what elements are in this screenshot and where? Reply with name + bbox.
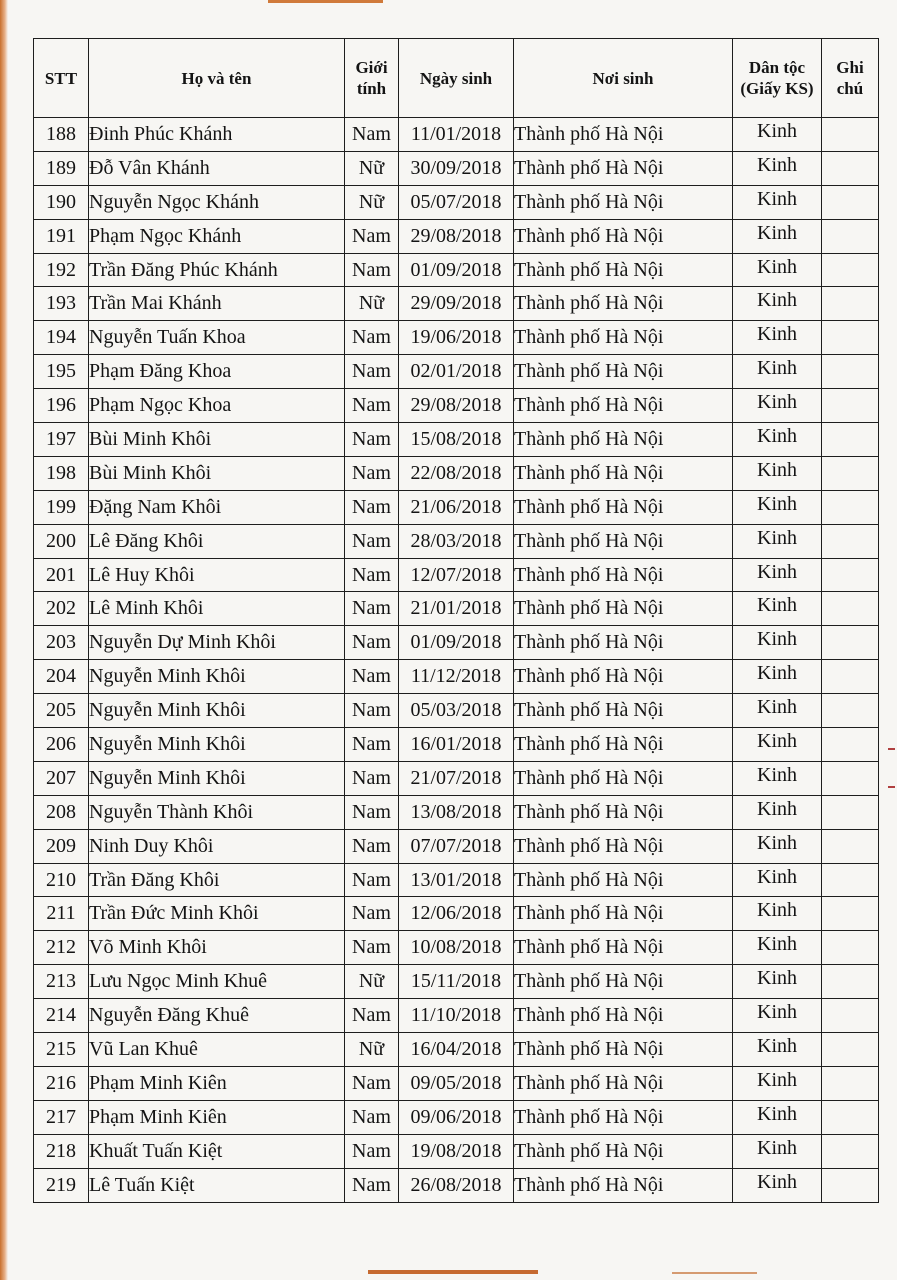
row-sex: Nam (345, 524, 399, 558)
row-name: Lê Tuấn Kiệt (89, 1168, 345, 1202)
row-dob: 15/08/2018 (399, 423, 514, 457)
table-row (34, 728, 879, 762)
table-row (34, 118, 879, 152)
row-dob: 29/08/2018 (399, 219, 514, 253)
row-dob: 10/08/2018 (399, 931, 514, 965)
row-place: Thành phố Hà Nội (514, 389, 733, 423)
table-row (34, 558, 879, 592)
row-place: Thành phố Hà Nội (514, 1033, 733, 1067)
row-ethnicity: Kinh (733, 829, 822, 863)
row-stt: 205 (34, 694, 89, 728)
row-ethnicity: Kinh (733, 558, 822, 592)
row-ethnicity: Kinh (733, 118, 822, 152)
row-sex: Nam (345, 931, 399, 965)
row-stt: 212 (34, 931, 89, 965)
row-place: Thành phố Hà Nội (514, 694, 733, 728)
row-dob: 01/09/2018 (399, 626, 514, 660)
row-name: Nguyễn Ngọc Khánh (89, 185, 345, 219)
row-ethnicity: Kinh (733, 321, 822, 355)
table-row (34, 456, 879, 490)
row-ethnicity: Kinh (733, 1134, 822, 1168)
row-place: Thành phố Hà Nội (514, 795, 733, 829)
row-dob: 15/11/2018 (399, 965, 514, 999)
row-name: Nguyễn Thành Khôi (89, 795, 345, 829)
row-stt: 200 (34, 524, 89, 558)
row-place: Thành phố Hà Nội (514, 423, 733, 457)
row-ethnicity: Kinh (733, 253, 822, 287)
header-dob: Ngày sinh (399, 39, 514, 118)
row-dob: 29/08/2018 (399, 389, 514, 423)
row-name: Nguyễn Tuấn Khoa (89, 321, 345, 355)
page-edge-shadow (0, 0, 8, 1280)
row-note (822, 965, 879, 999)
row-sex: Nữ (345, 287, 399, 321)
student-roster-table (33, 38, 879, 1203)
row-place: Thành phố Hà Nội (514, 999, 733, 1033)
row-dob: 21/01/2018 (399, 592, 514, 626)
row-note (822, 490, 879, 524)
row-ethnicity: Kinh (733, 863, 822, 897)
row-ethnicity: Kinh (733, 1100, 822, 1134)
table-row (34, 761, 879, 795)
row-dob: 07/07/2018 (399, 829, 514, 863)
row-dob: 29/09/2018 (399, 287, 514, 321)
row-sex: Nam (345, 626, 399, 660)
row-dob: 11/01/2018 (399, 118, 514, 152)
row-stt: 209 (34, 829, 89, 863)
row-stt: 196 (34, 389, 89, 423)
table-row (34, 931, 879, 965)
row-sex: Nam (345, 558, 399, 592)
row-note (822, 1168, 879, 1202)
row-dob: 16/01/2018 (399, 728, 514, 762)
row-name: Vũ Lan Khuê (89, 1033, 345, 1067)
bottom-edge-mark-secondary (672, 1272, 757, 1274)
row-name: Bùi Minh Khôi (89, 423, 345, 457)
row-stt: 198 (34, 456, 89, 490)
row-name: Ninh Duy Khôi (89, 829, 345, 863)
table-row (34, 524, 879, 558)
row-sex: Nam (345, 490, 399, 524)
row-sex: Nữ (345, 965, 399, 999)
row-name: Trần Đức Minh Khôi (89, 897, 345, 931)
row-sex: Nam (345, 660, 399, 694)
row-note (822, 694, 879, 728)
row-sex: Nam (345, 389, 399, 423)
row-ethnicity: Kinh (733, 761, 822, 795)
header-stt: STT (34, 39, 89, 118)
row-dob: 11/12/2018 (399, 660, 514, 694)
row-sex: Nam (345, 1168, 399, 1202)
table-row (34, 151, 879, 185)
row-sex: Nam (345, 592, 399, 626)
table-row (34, 253, 879, 287)
row-dob: 02/01/2018 (399, 355, 514, 389)
row-place: Thành phố Hà Nội (514, 253, 733, 287)
row-name: Nguyễn Minh Khôi (89, 761, 345, 795)
row-name: Nguyễn Minh Khôi (89, 660, 345, 694)
row-place: Thành phố Hà Nội (514, 592, 733, 626)
row-place: Thành phố Hà Nội (514, 626, 733, 660)
row-ethnicity: Kinh (733, 287, 822, 321)
row-stt: 207 (34, 761, 89, 795)
row-stt: 218 (34, 1134, 89, 1168)
table-row (34, 490, 879, 524)
row-note (822, 151, 879, 185)
row-note (822, 1100, 879, 1134)
row-stt: 216 (34, 1066, 89, 1100)
row-stt: 202 (34, 592, 89, 626)
row-stt: 191 (34, 219, 89, 253)
row-note (822, 287, 879, 321)
top-edge-mark (268, 0, 383, 3)
row-note (822, 931, 879, 965)
row-place: Thành phố Hà Nội (514, 151, 733, 185)
row-note (822, 795, 879, 829)
row-name: Phạm Ngọc Khánh (89, 219, 345, 253)
row-note (822, 728, 879, 762)
row-stt: 215 (34, 1033, 89, 1067)
row-stt: 190 (34, 185, 89, 219)
row-dob: 12/07/2018 (399, 558, 514, 592)
row-stt: 217 (34, 1100, 89, 1134)
row-ethnicity: Kinh (733, 728, 822, 762)
table-row (34, 321, 879, 355)
row-place: Thành phố Hà Nội (514, 355, 733, 389)
header-name: Họ và tên (89, 39, 345, 118)
row-ethnicity: Kinh (733, 185, 822, 219)
table-row (34, 1033, 879, 1067)
row-stt: 214 (34, 999, 89, 1033)
table-row (34, 423, 879, 457)
table-row (34, 389, 879, 423)
row-ethnicity: Kinh (733, 626, 822, 660)
row-dob: 01/09/2018 (399, 253, 514, 287)
row-dob: 30/09/2018 (399, 151, 514, 185)
row-sex: Nam (345, 897, 399, 931)
row-sex: Nam (345, 795, 399, 829)
row-note (822, 253, 879, 287)
row-place: Thành phố Hà Nội (514, 1168, 733, 1202)
table-row (34, 1100, 879, 1134)
table-row (34, 965, 879, 999)
row-stt: 208 (34, 795, 89, 829)
row-dob: 21/07/2018 (399, 761, 514, 795)
row-name: Phạm Đăng Khoa (89, 355, 345, 389)
row-name: Lê Minh Khôi (89, 592, 345, 626)
row-note (822, 219, 879, 253)
row-place: Thành phố Hà Nội (514, 1100, 733, 1134)
row-dob: 22/08/2018 (399, 456, 514, 490)
row-ethnicity: Kinh (733, 694, 822, 728)
table-row (34, 219, 879, 253)
row-stt: 213 (34, 965, 89, 999)
row-ethnicity: Kinh (733, 151, 822, 185)
row-dob: 28/03/2018 (399, 524, 514, 558)
row-ethnicity: Kinh (733, 660, 822, 694)
row-place: Thành phố Hà Nội (514, 897, 733, 931)
row-dob: 11/10/2018 (399, 999, 514, 1033)
row-name: Lê Đăng Khôi (89, 524, 345, 558)
row-note (822, 355, 879, 389)
row-sex: Nam (345, 219, 399, 253)
row-stt: 195 (34, 355, 89, 389)
row-sex: Nam (345, 694, 399, 728)
row-note (822, 1066, 879, 1100)
row-dob: 09/06/2018 (399, 1100, 514, 1134)
header-note: Ghi chú (822, 39, 879, 118)
row-note (822, 558, 879, 592)
row-dob: 16/04/2018 (399, 1033, 514, 1067)
row-place: Thành phố Hà Nội (514, 287, 733, 321)
row-ethnicity: Kinh (733, 490, 822, 524)
row-name: Đinh Phúc Khánh (89, 118, 345, 152)
row-sex: Nam (345, 253, 399, 287)
table-row (34, 287, 879, 321)
table-row (34, 694, 879, 728)
table-row (34, 660, 879, 694)
row-sex: Nữ (345, 151, 399, 185)
row-dob: 13/08/2018 (399, 795, 514, 829)
row-stt: 201 (34, 558, 89, 592)
row-stt: 194 (34, 321, 89, 355)
table-row (34, 355, 879, 389)
row-place: Thành phố Hà Nội (514, 219, 733, 253)
row-dob: 05/03/2018 (399, 694, 514, 728)
row-ethnicity: Kinh (733, 1168, 822, 1202)
row-sex: Nữ (345, 1033, 399, 1067)
row-name: Nguyễn Minh Khôi (89, 728, 345, 762)
row-sex: Nam (345, 728, 399, 762)
row-sex: Nam (345, 355, 399, 389)
row-sex: Nam (345, 1066, 399, 1100)
row-name: Khuất Tuấn Kiệt (89, 1134, 345, 1168)
table-header-row (34, 39, 879, 118)
row-place: Thành phố Hà Nội (514, 321, 733, 355)
row-name: Nguyễn Minh Khôi (89, 694, 345, 728)
row-sex: Nam (345, 118, 399, 152)
table-row (34, 999, 879, 1033)
row-name: Lưu Ngọc Minh Khuê (89, 965, 345, 999)
header-place: Nơi sinh (514, 39, 733, 118)
row-ethnicity: Kinh (733, 456, 822, 490)
row-name: Phạm Ngọc Khoa (89, 389, 345, 423)
row-ethnicity: Kinh (733, 1033, 822, 1067)
row-dob: 05/07/2018 (399, 185, 514, 219)
row-name: Phạm Minh Kiên (89, 1066, 345, 1100)
row-dob: 26/08/2018 (399, 1168, 514, 1202)
row-place: Thành phố Hà Nội (514, 490, 733, 524)
row-stt: 210 (34, 863, 89, 897)
row-stt: 188 (34, 118, 89, 152)
row-ethnicity: Kinh (733, 423, 822, 457)
row-stt: 206 (34, 728, 89, 762)
right-edge-mark (888, 786, 895, 788)
row-stt: 203 (34, 626, 89, 660)
row-dob: 09/05/2018 (399, 1066, 514, 1100)
row-sex: Nam (345, 321, 399, 355)
row-dob: 21/06/2018 (399, 490, 514, 524)
row-name: Nguyễn Đăng Khuê (89, 999, 345, 1033)
row-name: Phạm Minh Kiên (89, 1100, 345, 1134)
bottom-edge-mark (368, 1270, 538, 1274)
row-name: Bùi Minh Khôi (89, 456, 345, 490)
row-name: Võ Minh Khôi (89, 931, 345, 965)
table-row (34, 185, 879, 219)
row-place: Thành phố Hà Nội (514, 1134, 733, 1168)
row-stt: 204 (34, 660, 89, 694)
row-ethnicity: Kinh (733, 1066, 822, 1100)
row-name: Trần Mai Khánh (89, 287, 345, 321)
row-dob: 12/06/2018 (399, 897, 514, 931)
row-name: Nguyễn Dự Minh Khôi (89, 626, 345, 660)
row-place: Thành phố Hà Nội (514, 524, 733, 558)
row-note (822, 185, 879, 219)
row-ethnicity: Kinh (733, 999, 822, 1033)
row-ethnicity: Kinh (733, 931, 822, 965)
row-stt: 197 (34, 423, 89, 457)
row-stt: 211 (34, 897, 89, 931)
row-place: Thành phố Hà Nội (514, 761, 733, 795)
table-row (34, 829, 879, 863)
row-place: Thành phố Hà Nội (514, 863, 733, 897)
row-place: Thành phố Hà Nội (514, 965, 733, 999)
row-ethnicity: Kinh (733, 592, 822, 626)
row-place: Thành phố Hà Nội (514, 185, 733, 219)
row-dob: 19/06/2018 (399, 321, 514, 355)
row-stt: 219 (34, 1168, 89, 1202)
table-row (34, 863, 879, 897)
row-note (822, 626, 879, 660)
table-body (34, 118, 879, 1203)
right-edge-mark (888, 748, 895, 750)
row-stt: 192 (34, 253, 89, 287)
row-sex: Nam (345, 1100, 399, 1134)
row-note (822, 999, 879, 1033)
row-note (822, 321, 879, 355)
table-row (34, 626, 879, 660)
row-ethnicity: Kinh (733, 219, 822, 253)
row-place: Thành phố Hà Nội (514, 558, 733, 592)
header-ethnicity: Dân tộc (Giấy KS) (733, 39, 822, 118)
row-ethnicity: Kinh (733, 965, 822, 999)
row-name: Trần Đăng Phúc Khánh (89, 253, 345, 287)
row-sex: Nam (345, 829, 399, 863)
row-sex: Nam (345, 863, 399, 897)
row-ethnicity: Kinh (733, 795, 822, 829)
row-note (822, 423, 879, 457)
row-sex: Nam (345, 761, 399, 795)
table-row (34, 1066, 879, 1100)
row-stt: 199 (34, 490, 89, 524)
row-ethnicity: Kinh (733, 355, 822, 389)
table-row (34, 795, 879, 829)
row-sex: Nam (345, 999, 399, 1033)
row-place: Thành phố Hà Nội (514, 118, 733, 152)
table-row (34, 1134, 879, 1168)
table-row (34, 897, 879, 931)
row-ethnicity: Kinh (733, 897, 822, 931)
row-ethnicity: Kinh (733, 524, 822, 558)
row-sex: Nam (345, 423, 399, 457)
row-note (822, 592, 879, 626)
row-sex: Nữ (345, 185, 399, 219)
row-dob: 13/01/2018 (399, 863, 514, 897)
row-name: Trần Đăng Khôi (89, 863, 345, 897)
row-place: Thành phố Hà Nội (514, 456, 733, 490)
row-place: Thành phố Hà Nội (514, 829, 733, 863)
table-row (34, 1168, 879, 1202)
row-sex: Nam (345, 456, 399, 490)
row-note (822, 863, 879, 897)
row-dob: 19/08/2018 (399, 1134, 514, 1168)
row-place: Thành phố Hà Nội (514, 660, 733, 694)
row-name: Lê Huy Khôi (89, 558, 345, 592)
row-note (822, 897, 879, 931)
row-place: Thành phố Hà Nội (514, 931, 733, 965)
row-note (822, 660, 879, 694)
row-sex: Nam (345, 1134, 399, 1168)
row-place: Thành phố Hà Nội (514, 728, 733, 762)
row-note (822, 524, 879, 558)
row-note (822, 761, 879, 795)
row-ethnicity: Kinh (733, 389, 822, 423)
row-name: Đỗ Vân Khánh (89, 151, 345, 185)
row-stt: 189 (34, 151, 89, 185)
row-note (822, 1033, 879, 1067)
row-note (822, 829, 879, 863)
row-note (822, 389, 879, 423)
table-row (34, 592, 879, 626)
row-name: Đặng Nam Khôi (89, 490, 345, 524)
header-sex: Giới tính (345, 39, 399, 118)
row-note (822, 118, 879, 152)
row-note (822, 456, 879, 490)
row-place: Thành phố Hà Nội (514, 1066, 733, 1100)
row-note (822, 1134, 879, 1168)
row-stt: 193 (34, 287, 89, 321)
